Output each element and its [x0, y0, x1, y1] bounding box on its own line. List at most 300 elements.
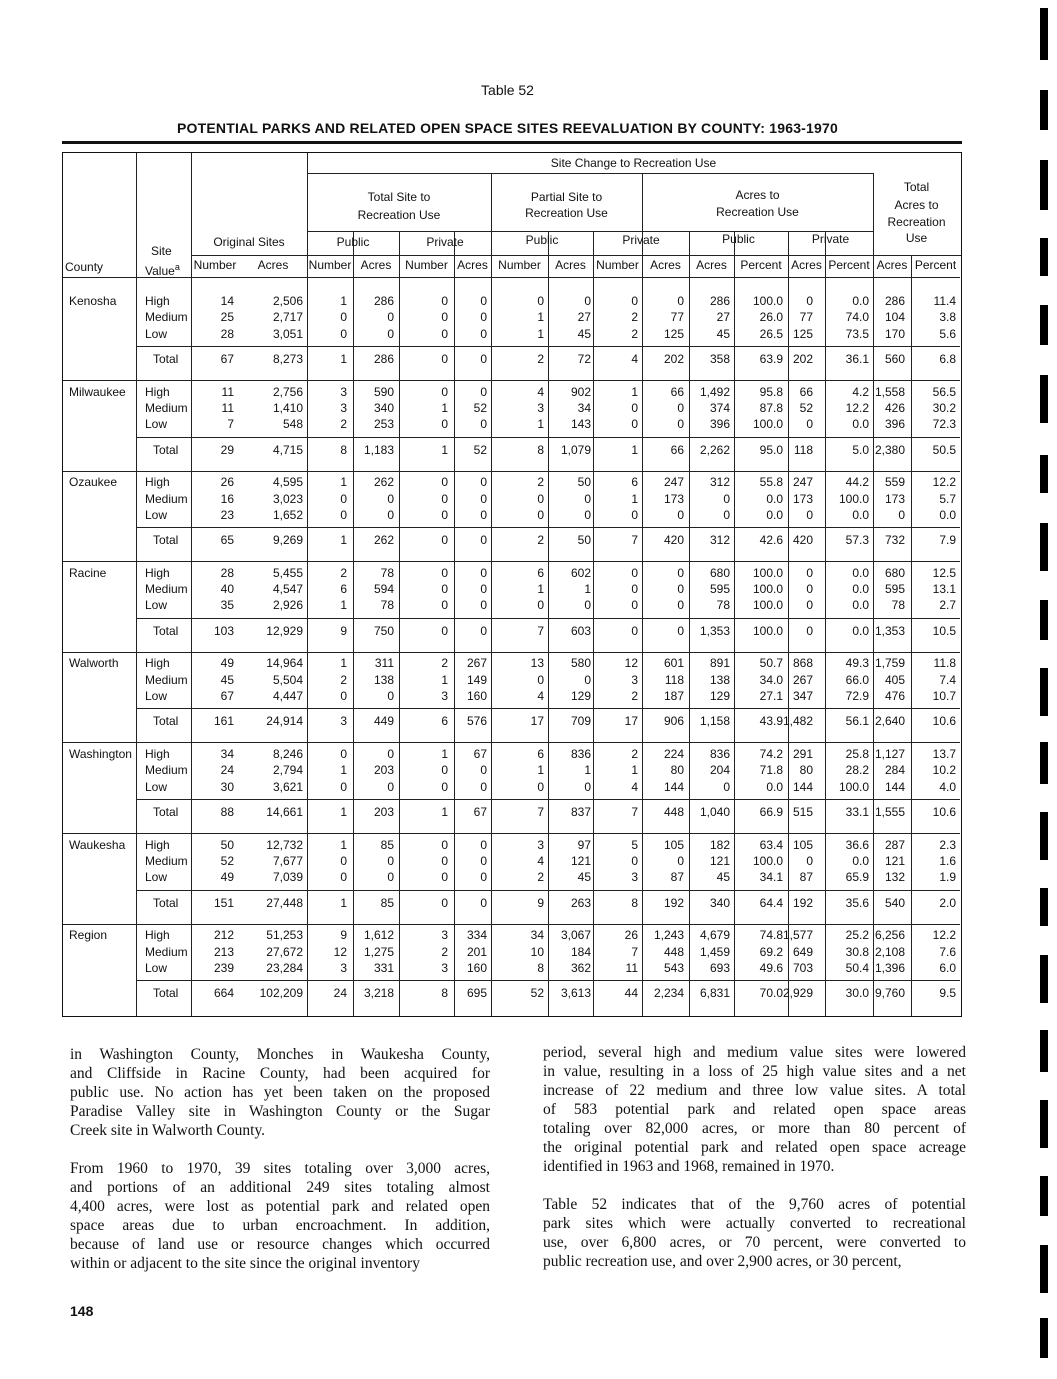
cell-value: 45 — [220, 672, 234, 687]
cell-value: 7 — [631, 804, 638, 819]
cell-value: 6,256 — [874, 928, 905, 943]
cell-value: 0 — [631, 400, 638, 415]
cell-value: 26.0 — [759, 310, 783, 325]
site-value-label: Medium — [145, 491, 188, 506]
cell-value: 78 — [891, 598, 905, 613]
cell-value: 286 — [884, 294, 905, 308]
row-divider — [307, 173, 873, 174]
cell-value: 703 — [792, 960, 813, 975]
cell-value: 891 — [709, 656, 730, 671]
cell-value: 902 — [570, 384, 591, 399]
cell-value: 2 — [537, 351, 544, 366]
cell-value: 7 — [227, 417, 234, 432]
cell-value: 4 — [631, 351, 638, 366]
cell-value: 0 — [537, 672, 544, 687]
cell-value: 8 — [631, 895, 638, 910]
cell-value: 44 — [624, 986, 638, 1001]
cell-value: 12,929 — [266, 623, 303, 638]
cell-value: 66.0 — [845, 672, 869, 687]
cell-value: 3 — [441, 689, 448, 703]
cell-value: 138 — [373, 672, 394, 687]
cell-value: 0 — [387, 507, 394, 522]
cell-value: 0 — [480, 837, 487, 852]
cell-value: 0 — [806, 565, 813, 580]
header-value — [145, 259, 180, 279]
cell-value: 13.1 — [932, 582, 956, 597]
cell-value: 173 — [884, 491, 905, 506]
header-site-change: Site Change to Recreation Use — [550, 156, 717, 170]
cell-value: 340 — [373, 400, 394, 415]
cell-value: 732 — [884, 533, 905, 548]
cell-value: 7 — [537, 623, 544, 638]
cell-value: 0 — [480, 870, 487, 885]
cell-value: 184 — [570, 944, 591, 959]
cell-value: 5.0 — [852, 442, 869, 457]
cell-value: 72.3 — [932, 417, 956, 432]
cell-value: 1 — [340, 656, 347, 671]
cell-value: 540 — [884, 895, 905, 910]
cell-value: 0 — [723, 507, 730, 522]
cell-value: 8,246 — [272, 747, 303, 761]
cell-value: 25.8 — [845, 747, 869, 761]
cell-value: 4.0 — [939, 779, 956, 794]
cell-value: 1 — [441, 400, 448, 415]
cell-value: 9.5 — [939, 986, 956, 1001]
cell-value: 576 — [466, 714, 487, 729]
scan-edge-mark — [1040, 742, 1048, 784]
subheader-acres: Acres — [360, 258, 392, 272]
cell-value: 30.0 — [845, 986, 869, 1001]
cell-value: 6 — [537, 747, 544, 761]
cell-value: 0 — [480, 763, 487, 778]
cell-value: 138 — [709, 672, 730, 687]
cell-value: 4 — [537, 853, 544, 868]
site-value-label: Medium — [145, 400, 188, 415]
cell-value: 0 — [806, 507, 813, 522]
site-value-label: Medium — [145, 672, 188, 687]
cell-value: 2,262 — [699, 442, 730, 457]
cell-value: 1,353 — [874, 623, 905, 638]
cell-value: 0 — [537, 491, 544, 506]
site-value-label: High — [145, 928, 170, 943]
cell-value: 284 — [884, 763, 905, 778]
cell-value: 1,243 — [653, 928, 684, 943]
cell-value: 1,410 — [272, 400, 303, 415]
text-line: within or adjacent to the site since the original inventory — [70, 1255, 420, 1272]
cell-value: 49 — [220, 870, 234, 885]
cell-value: 103 — [213, 623, 234, 638]
cell-value: 6 — [340, 582, 347, 597]
cell-value: 0 — [387, 747, 394, 761]
cell-value: 0 — [631, 582, 638, 597]
cell-value: 6 — [631, 475, 638, 490]
cell-value: 0 — [387, 326, 394, 341]
cell-value: 66 — [670, 384, 684, 399]
cell-value: 2,506 — [272, 294, 303, 308]
cell-value: 132 — [884, 870, 905, 885]
cell-value: 17 — [624, 714, 638, 729]
row-divider — [63, 742, 960, 743]
cell-value: 121 — [709, 853, 730, 868]
cell-value: 0 — [631, 417, 638, 432]
row-divider — [136, 799, 960, 800]
cell-value: 0 — [480, 565, 487, 580]
cell-value: 9 — [537, 895, 544, 910]
cell-value: 0 — [387, 870, 394, 885]
cell-value: 73.5 — [845, 326, 869, 341]
cell-value: 0 — [387, 491, 394, 506]
cell-value: 0.0 — [766, 507, 783, 522]
cell-value: 590 — [373, 384, 394, 399]
cell-value: 602 — [570, 565, 591, 580]
cell-value: 66.9 — [759, 804, 783, 819]
cell-value: 291 — [792, 747, 813, 761]
cell-value: 12 — [624, 656, 638, 671]
cell-value: 4.2 — [852, 384, 869, 399]
cell-value: 3 — [441, 960, 448, 975]
cell-value: 12 — [333, 944, 347, 959]
cell-value: 8,273 — [272, 351, 303, 366]
scan-edge-mark — [1040, 1245, 1048, 1293]
cell-value: 0 — [441, 870, 448, 885]
cell-value: 0 — [480, 310, 487, 325]
cell-value: 50 — [577, 533, 591, 548]
row-divider — [63, 833, 960, 834]
header-total-acres: Use — [905, 231, 928, 245]
cell-value: 0 — [441, 582, 448, 597]
cell-value: 7,039 — [272, 870, 303, 885]
cell-value: 0 — [441, 294, 448, 308]
cell-value: 34.0 — [759, 672, 783, 687]
cell-value: 6.8 — [939, 351, 956, 366]
text-line — [70, 1140, 490, 1159]
scan-edge-mark — [1040, 668, 1048, 716]
cell-value: 0.0 — [852, 582, 869, 597]
cell-value: 55.8 — [759, 475, 783, 490]
cell-value: 0 — [480, 582, 487, 597]
cell-value: 3,621 — [272, 779, 303, 794]
row-divider — [63, 924, 960, 925]
site-value-label: Medium — [145, 853, 188, 868]
scan-edge-mark — [1040, 1030, 1048, 1072]
site-value-label: Low — [145, 598, 168, 613]
cell-value: 334 — [466, 928, 487, 943]
cell-value: 65.9 — [845, 870, 869, 885]
cell-value: 125 — [663, 326, 684, 341]
cell-value: 836 — [709, 747, 730, 761]
cell-value: 1,040 — [699, 804, 730, 819]
cell-value: 0 — [441, 351, 448, 366]
text-line: totaling over 82,000 acres, or more than 80 percent of — [543, 1120, 966, 1137]
cell-value: 0 — [537, 779, 544, 794]
header-private: Private — [811, 232, 850, 246]
cell-value: 311 — [374, 656, 394, 671]
cell-value: 5.6 — [939, 326, 956, 341]
subheader-percent: Percent — [914, 258, 957, 272]
cell-value: 0 — [806, 417, 813, 432]
cell-value: 7,677 — [272, 853, 303, 868]
cell-value: 2,640 — [874, 714, 905, 729]
cell-value: 10 — [530, 944, 544, 959]
text-line: because of land use or resource changes which occurred — [70, 1236, 490, 1253]
cell-value: 0.0 — [852, 294, 869, 308]
header-public: Public — [722, 232, 755, 246]
cell-value: 192 — [663, 895, 684, 910]
subheader-number: Number — [596, 258, 639, 272]
total-label: Total — [153, 442, 179, 457]
total-label: Total — [153, 804, 179, 819]
cell-value: 595 — [709, 582, 730, 597]
cell-value: 263 — [570, 895, 591, 910]
county-name: Racine — [69, 565, 107, 580]
cell-value: 5,455 — [272, 565, 303, 580]
cell-value: 27.1 — [759, 689, 783, 703]
scan-edge-mark — [1040, 160, 1048, 210]
cell-value: 0 — [631, 623, 638, 638]
cell-value: 100.0 — [752, 582, 783, 597]
cell-value: 286 — [373, 351, 394, 366]
row-divider — [191, 255, 961, 256]
header-acres-to: Acres to — [735, 188, 780, 202]
cell-value: 160 — [466, 689, 487, 703]
site-value-label: High — [145, 475, 170, 490]
cell-value: 187 — [663, 689, 684, 703]
cell-value: 56.5 — [932, 384, 956, 399]
cell-value: 0 — [584, 507, 591, 522]
text-line: period, several high and medium value sites were lowered — [543, 1044, 966, 1061]
cell-value: 36.1 — [845, 351, 869, 366]
cell-value: 63.9 — [759, 351, 783, 366]
site-value-label: Medium — [145, 310, 188, 325]
text-line: Table 52 indicates that of the 9,760 acres of potential — [543, 1196, 966, 1213]
cell-value: 182 — [709, 837, 730, 852]
header-acres-to: Recreation Use — [716, 205, 799, 219]
cell-value: 837 — [570, 804, 591, 819]
cell-value: 0 — [806, 582, 813, 597]
cell-value: 24 — [220, 763, 234, 778]
cell-value: 87 — [799, 870, 813, 885]
text-line: space areas due to urban encroachment. In addition, — [70, 1217, 490, 1234]
cell-value: 3 — [631, 672, 638, 687]
cell-value: 1 — [537, 763, 544, 778]
cell-value: 1 — [584, 763, 591, 778]
total-label: Total — [153, 533, 179, 548]
cell-value: 0 — [677, 565, 684, 580]
cell-value: 45 — [716, 870, 730, 885]
cell-value: 100.0 — [752, 294, 783, 308]
cell-value: 34 — [220, 747, 234, 761]
cell-value: 362 — [570, 960, 591, 975]
cell-value: 2 — [441, 944, 448, 959]
cell-value: 0 — [441, 533, 448, 548]
row-divider — [136, 346, 960, 347]
cell-value: 129 — [709, 689, 730, 703]
cell-value: 2 — [631, 689, 638, 703]
cell-value: 3 — [631, 870, 638, 885]
site-value-label: Medium — [145, 763, 188, 778]
cell-value: 0 — [480, 475, 487, 490]
cell-value: 33.1 — [845, 804, 869, 819]
site-value-label: Low — [145, 417, 168, 432]
cell-value: 1 — [340, 837, 347, 852]
cell-value: 247 — [792, 475, 813, 490]
subheader-acres: Acres — [696, 258, 727, 272]
cell-value: 0.0 — [852, 853, 869, 868]
cell-value: 34.1 — [759, 870, 783, 885]
cell-value: 17 — [530, 714, 544, 729]
cell-value: 0 — [631, 565, 638, 580]
cell-value: 0 — [584, 491, 591, 506]
cell-value: 10.5 — [932, 623, 956, 638]
text-line: Paradise Valley site in Washington County or the Sugar — [70, 1103, 490, 1120]
cell-value: 0 — [584, 598, 591, 613]
cell-value: 1 — [441, 442, 448, 457]
cell-value: 836 — [570, 747, 591, 761]
cell-value: 0 — [677, 417, 684, 432]
body-text-left — [70, 1045, 490, 1273]
cell-value: 0 — [806, 294, 813, 308]
cell-value: 23 — [220, 507, 234, 522]
cell-value: 0 — [480, 351, 487, 366]
cell-value: 426 — [884, 400, 905, 415]
cell-value: 4,679 — [699, 928, 730, 943]
cell-value: 143 — [570, 417, 591, 432]
total-label: Total — [153, 623, 179, 638]
cell-value: 74.2 — [759, 747, 783, 761]
cell-value: 8 — [340, 442, 347, 457]
cell-value: 0 — [441, 326, 448, 341]
cell-value: 405 — [884, 672, 905, 687]
cell-value: 1 — [537, 582, 544, 597]
cell-value: 100.0 — [752, 417, 783, 432]
text-line: From 1960 to 1970, 39 sites totaling over 3,000 acres, — [70, 1160, 490, 1177]
cell-value: 1 — [340, 804, 347, 819]
cell-value: 906 — [663, 714, 684, 729]
cell-value: 57.3 — [845, 533, 869, 548]
cell-value: 70.0 — [759, 986, 783, 1001]
cell-value: 72 — [577, 351, 591, 366]
cell-value: 358 — [709, 351, 730, 366]
row-divider — [63, 380, 960, 381]
cell-value: 262 — [373, 475, 394, 490]
cell-value: 750 — [373, 623, 394, 638]
cell-value: 0 — [480, 507, 487, 522]
cell-value: 3 — [537, 400, 544, 415]
cell-value: 97 — [577, 837, 591, 852]
cell-value: 2 — [537, 533, 544, 548]
cell-value: 1 — [537, 310, 544, 325]
cell-value: 2,926 — [272, 598, 303, 613]
cell-value: 515 — [792, 804, 813, 819]
cell-value: 44.2 — [845, 475, 869, 490]
cell-value: 0 — [480, 598, 487, 613]
cell-value: 49.3 — [845, 656, 869, 671]
cell-value: 10.2 — [932, 763, 956, 778]
cell-value: 267 — [466, 656, 487, 671]
cell-value: 3,023 — [272, 491, 303, 506]
column-divider — [136, 153, 137, 1016]
cell-value: 267 — [792, 672, 813, 687]
cell-value: 3 — [340, 960, 347, 975]
cell-value: 63.4 — [759, 837, 783, 852]
cell-value: 3 — [340, 384, 347, 399]
cell-value: 1,652 — [272, 507, 303, 522]
cell-value: 149 — [466, 672, 487, 687]
county-name: Milwaukee — [69, 384, 126, 399]
cell-value: 709 — [570, 714, 591, 729]
cell-value: 7 — [631, 533, 638, 548]
cell-value: 0 — [441, 384, 448, 399]
header-private: Private — [426, 235, 464, 249]
cell-value: 1 — [340, 598, 347, 613]
cell-value: 14,661 — [266, 804, 303, 819]
row-divider — [63, 471, 960, 472]
cell-value: 100.0 — [752, 623, 783, 638]
cell-value: 0.0 — [766, 779, 783, 794]
scan-edge-mark — [1040, 888, 1048, 926]
cell-value: 7 — [631, 944, 638, 959]
cell-value: 1,158 — [699, 714, 730, 729]
cell-value: 594 — [373, 582, 394, 597]
cell-value: 0 — [441, 475, 448, 490]
cell-value: 287 — [884, 837, 905, 852]
cell-value: 0 — [340, 491, 347, 506]
text-line: public recreation use, and over 2,900 acres, or 30 percent, — [543, 1253, 902, 1270]
cell-value: 560 — [884, 351, 905, 366]
cell-value: 0 — [441, 779, 448, 794]
cell-value: 27 — [577, 310, 591, 325]
cell-value: 78 — [380, 598, 394, 613]
row-divider — [63, 561, 960, 562]
header-county: County — [65, 260, 104, 274]
cell-value: 49 — [220, 656, 234, 671]
cell-value: 212 — [213, 928, 234, 943]
cell-value: 420 — [663, 533, 684, 548]
row-divider — [136, 618, 960, 619]
cell-value: 1 — [537, 417, 544, 432]
cell-value: 0 — [631, 853, 638, 868]
cell-value: 0 — [480, 853, 487, 868]
cell-value: 26 — [624, 928, 638, 943]
cell-value: 1 — [340, 294, 347, 308]
cell-value: 173 — [663, 491, 684, 506]
cell-value: 1,577 — [782, 928, 813, 943]
cell-value: 1 — [340, 475, 347, 490]
cell-value: 0 — [441, 417, 448, 432]
cell-value: 80 — [670, 763, 684, 778]
cell-value: 74.0 — [845, 310, 869, 325]
cell-value: 72.9 — [845, 689, 869, 703]
cell-value: 0 — [584, 294, 591, 308]
cell-value: 0 — [584, 672, 591, 687]
cell-value: 201 — [466, 944, 487, 959]
cell-value: 0 — [340, 310, 347, 325]
cell-value: 1,492 — [699, 384, 730, 399]
site-value-label: High — [145, 384, 170, 399]
cell-value: 30.2 — [932, 400, 956, 415]
cell-value: 580 — [570, 656, 591, 671]
scan-edge-mark — [1040, 90, 1048, 130]
cell-value: 85 — [380, 837, 394, 852]
cell-value: 14,964 — [266, 656, 303, 671]
row-divider — [136, 437, 960, 438]
text-line: of 583 potential park and related open space areas — [543, 1101, 966, 1118]
cell-value: 7.9 — [939, 533, 956, 548]
table-number: Table 52 — [481, 82, 534, 98]
header-partial-site: Recreation Use — [525, 206, 608, 220]
cell-value: 87.8 — [759, 400, 783, 415]
site-value-label: High — [145, 565, 170, 580]
